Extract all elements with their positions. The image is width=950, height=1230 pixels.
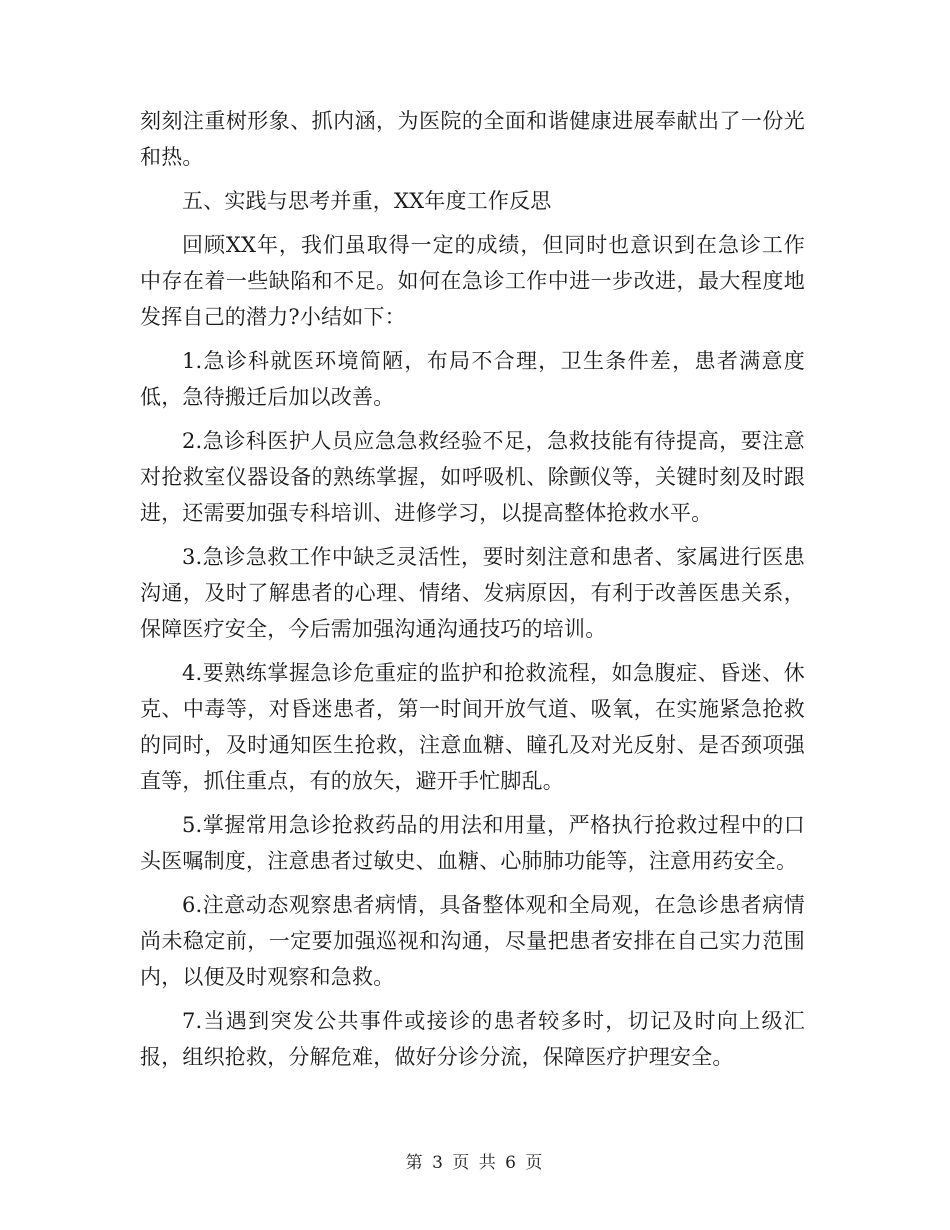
section-heading: 五、实践与思考并重，XX年度工作反思 [182,189,552,213]
list-item-1: 1.急诊科就医环境简陋，布局不合理，卫生条件差，患者满意度低，急待搬迁后加以改善。 [140,349,805,409]
document-body [140,103,805,1083]
paragraph-intro: 回顾XX年，我们虽取得一定的成绩，但同时也意识到在急诊工作中存在着一些缺陷和不足。如何在急诊工作中进一步改进，最大程度地发挥自己的潜力?小结如下： [140,233,805,329]
list-item-6: 6.注意动态观察患者病情，具备整体观和全局观，在急诊患者病情尚未稳定前，一定要加强巡视和沟通，尽量把患者安排在自己实力范围内，以便及时观察和急救。 [140,893,805,989]
list-item-5: 5.掌握常用急诊抢救药品的用法和用量，严格执行抢救过程中的口头医嘱制度，注意患者过敏史、血糖、心肺肺功能等，注意用药安全。 [140,813,805,873]
list-item-4: 4.要熟练掌握急诊危重症的监护和抢救流程，如急腹症、昏迷、休克、中毒等，对昏迷患者，第一时间开放气道、吸氧，在实施紧急抢救的同时，及时通知医生抢救，注意血糖、瞳孔及对光反射、是否颈项强直等，抓住重点，有的放矢，避开手忙脚乱。 [140,661,805,793]
paragraph-continuation: 刻刻注重树形象、抓内涵，为医院的全面和谐健康进展奉献出了一份光和热。 [140,109,805,169]
list-item-3: 3.急诊急救工作中缺乏灵活性，要时刻注意和患者、家属进行医患沟通，及时了解患者的心理、情绪、发病原因，有利于改善医患关系，保障医疗安全，今后需加强沟通沟通技巧的培训。 [140,545,805,641]
list-item-7: 7.当遇到突发公共事件或接诊的患者较多时，切记及时向上级汇报，组织抢救，分解危难，做好分诊分流，保障医疗护理安全。 [140,1009,805,1069]
page-number-footer: 第 3 页 共 6 页 [405,1153,545,1173]
list-item-2: 2.急诊科医护人员应急急救经验不足，急救技能有待提高，要注意对抢救室仪器设备的熟练掌握，如呼吸机、除颤仪等，关键时刻及时跟进，还需要加强专科培训、进修学习，以提高整体抢救水平。 [140,429,805,525]
